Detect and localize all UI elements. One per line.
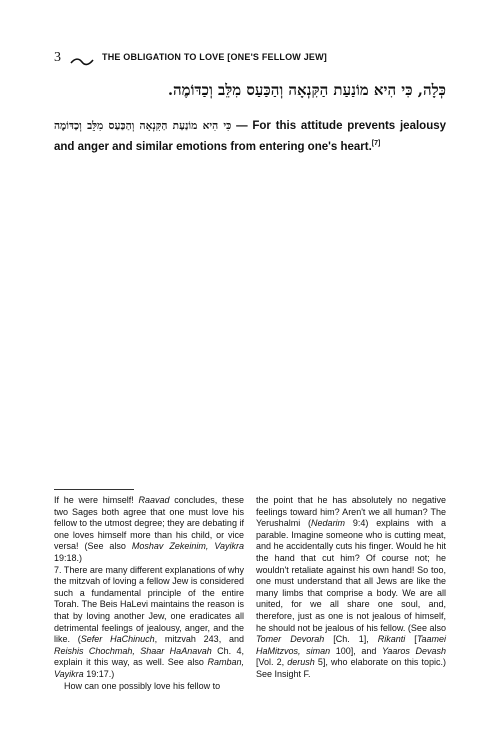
footnote-column-left — [54, 495, 244, 692]
footnote-7: 7. There are many different explanations of why the mitzvah of loving a fellow Jew is considered such a fundamental principle of the entire Torah. The Beis HaLevi maintains the reason is that by loving another Jew, one eradicates all detrimental feelings of jealousy, anger, and the like. (Sefer HaChinuch, mitzvah 243, and Reishis Chochmah, Shaar HaAnavah Ch. 4, explain it this way, as well. See also Ramban, Vayikra 19:17.) — [54, 564, 244, 679]
footnote-7-continued: the point that he has absolutely no negative feelings toward him? Aren't we all human? The Yerushalmi (Nedarim 9:4) explains with a parable. Imagine someone who is cutting meat, and he accidentally cuts his finger. Would he hit the hand that cut him? Of course not; he wouldn't retaliate against his own hand! So too, one must understand that all Jews are like the many limbs that comprise a body. We are all united, for we all share one soul, and, therefore, just as one is not jealous of himself, he should not be jealous of his fellow. (See also Tomer Devorah [Ch. 1], Rikanti [Taamei HaMitzvos, siman 100], and Yaaros Devash [Vol. 2, derush 5], who elaborate on this topic.) See Insight F. — [256, 495, 446, 679]
footnote-7-para2: How can one possibly love his fellow to — [64, 680, 221, 691]
swash-ornament-icon — [70, 53, 94, 71]
footnote-continuation: If he were himself! Raavad concludes, these two Sages both agree that one must love his fellow to the utmost degree; they are debating if one loves himself more than his child, or vice versa! (See also Moshav Zekeinim, Vayikra 19:18.) — [54, 495, 245, 563]
commentary-paragraph — [54, 118, 446, 156]
hebrew-source-text: כְּלָה, כִּי הִיא מוֹנַעַת הַקִּנְאָה וְהַכַּעַס מִלֵּב וְכַדּוֹמֶה. — [167, 81, 446, 99]
running-title: THE OBLIGATION TO LOVE [ONE'S FELLOW JEW] — [102, 52, 328, 62]
commentary-dash: — — [231, 120, 253, 132]
running-header — [54, 50, 454, 66]
footnote-column-right — [256, 495, 446, 681]
page-number: 3 — [54, 50, 61, 65]
footnote-ref: [7] — [371, 140, 381, 147]
commentary-text: For this attitude prevents jealousy and anger and similar emotions from entering one's heart. — [54, 120, 447, 153]
footnote-divider — [54, 489, 134, 490]
commentary-lemma: כִּי הִיא מוֹנַעַת הַקִּנְאָה וְהַכַּעַס מִלֵּב וְכַדּוֹמֶה — [54, 120, 232, 132]
